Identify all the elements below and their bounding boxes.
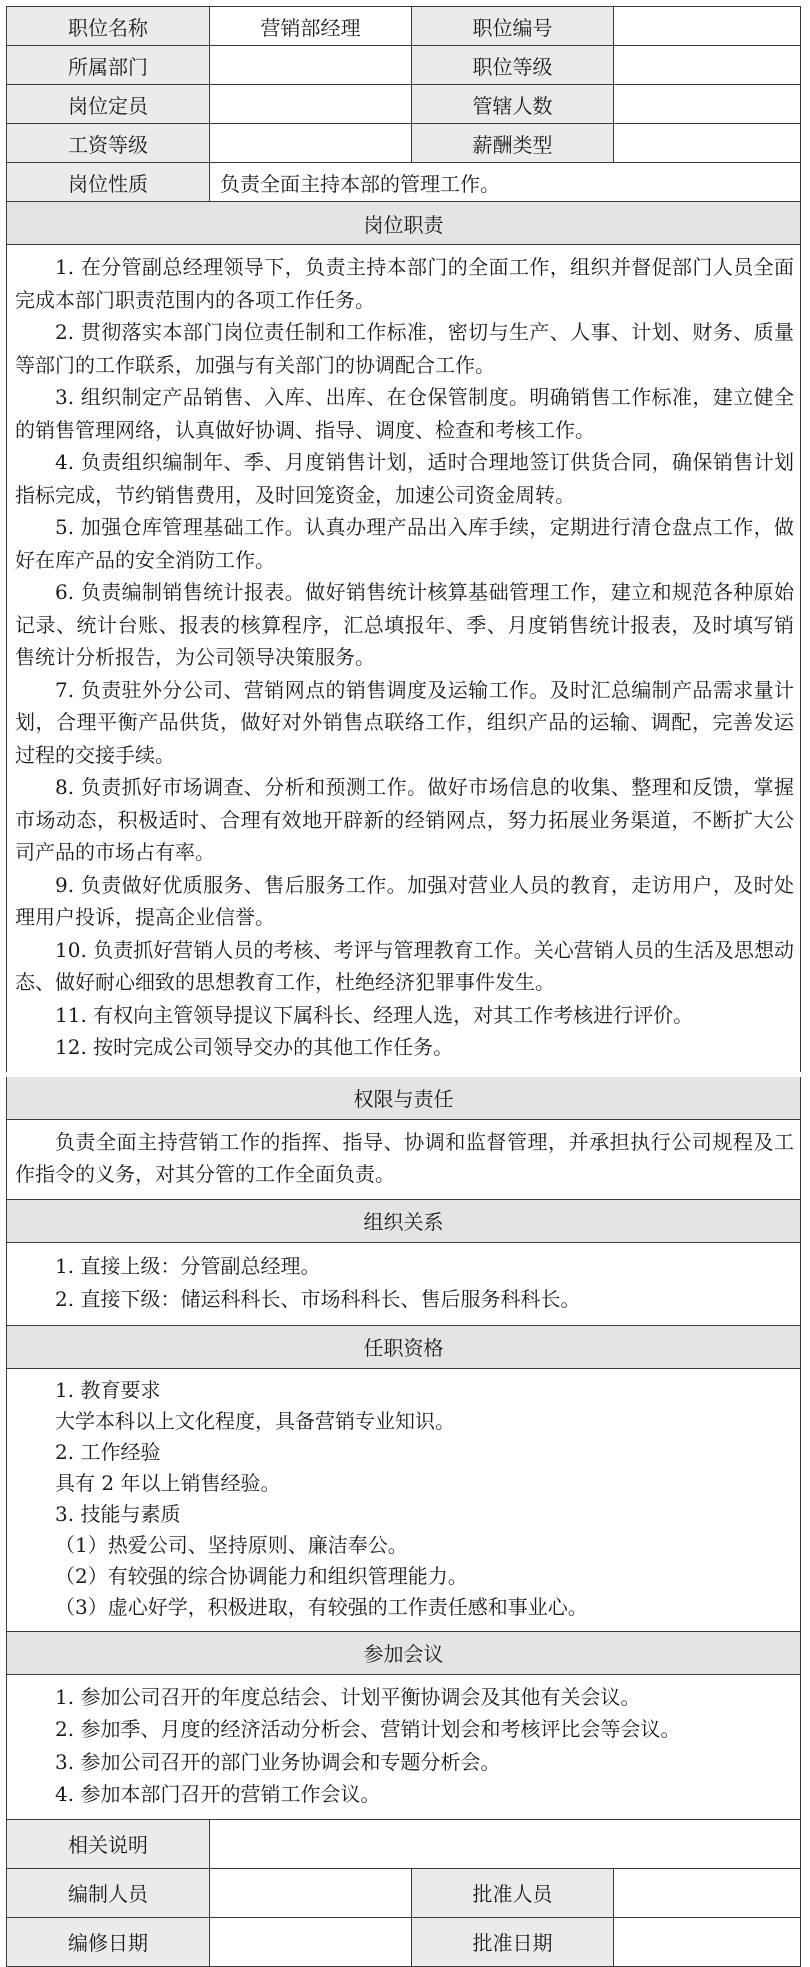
qualification-line: 大学本科以上文化程度，具备营销专业知识。: [55, 1408, 455, 1433]
section-authority-title: 权限与责任: [7, 1074, 801, 1119]
section-organization-title: 组织关系: [7, 1199, 801, 1242]
meeting-item: 3. 参加公司召开的部门业务协调会和专题分析会。: [55, 1749, 501, 1774]
prepared-by-value[interactable]: [210, 1868, 412, 1917]
section-duties-title: 岗位职责: [7, 202, 801, 245]
nature-label: 岗位性质: [7, 163, 210, 202]
field-label: 工资等级: [7, 124, 210, 163]
duty-item: 9. 负责做好优质服务、售后服务工作。加强对营业人员的教育，走访用户，及时处理用户投诉，提高企业信誉。: [15, 872, 794, 929]
field-value[interactable]: 营销部经理: [210, 7, 412, 46]
approver-value[interactable]: [614, 1868, 801, 1917]
field-value[interactable]: [210, 85, 412, 124]
meeting-item: 4. 参加本部门召开的营销工作会议。: [55, 1782, 381, 1806]
organization-item: 2. 直接下级：储运科科长、市场科科长、售后服务科科长。: [55, 1286, 581, 1311]
duty-item: 8. 负责抓好市场调查、分析和预测工作。做好市场信息的收集、整理和反馈，掌握市场动态，积极适时、合理有效地开辟新的经销网点，努力拓展业务渠道，不断扩大公司产品的市场占有率。: [15, 775, 794, 864]
field-value[interactable]: [210, 46, 412, 85]
field-label: 职位等级: [412, 46, 614, 85]
notes-label: 相关说明: [7, 1819, 210, 1868]
approved-date-value[interactable]: [614, 1917, 801, 1966]
qualification-line: （3）虚心好学，积极进取，有较强的工作责任感和事业心。: [55, 1594, 588, 1619]
field-value[interactable]: [614, 7, 801, 46]
field-label: 管辖人数: [412, 85, 614, 124]
organization-item: 1. 直接上级：分管副总经理。: [55, 1254, 321, 1278]
field-label: 职位编号: [412, 7, 614, 46]
duty-item: 10. 负责抓好营销人员的考核、考评与管理教育工作。关心营销人员的生活及思想动态、做好耐心细致的思想教育工作，杜绝经济犯罪事件发生。: [15, 937, 794, 994]
duty-item: 1. 在分管副总经理领导下，负责主持本部门的全面工作，组织并督促部门人员全面完成本部门职责范围内的各项工作任务。: [15, 255, 794, 312]
duty-item: 5. 加强仓库管理基础工作。认真办理产品出入库手续，定期进行清仓盘点工作，做好在库产品的安全消防工作。: [15, 515, 794, 572]
section-qualification-title: 任职资格: [7, 1325, 801, 1368]
qualification-line: （1）热爱公司、坚持原则、廉洁奉公。: [55, 1532, 408, 1557]
qualification-line: 1. 教育要求: [55, 1377, 161, 1402]
approved-date-label: 批准日期: [412, 1917, 614, 1966]
qualification-line: 2. 工作经验: [55, 1439, 161, 1464]
duty-item: 12. 按时完成公司领导交办的其他工作任务。: [55, 1035, 454, 1059]
qualification-line: （2）有较强的综合协调能力和组织管理能力。: [55, 1563, 468, 1588]
approver-label: 批准人员: [412, 1868, 614, 1917]
field-value[interactable]: [614, 85, 801, 124]
meeting-item: 1. 参加公司召开的年度总结会、计划平衡协调会及其他有关会议。: [55, 1684, 641, 1709]
qualification-line: 具有 2 年以上销售经验。: [55, 1470, 281, 1495]
authority-text: 负责全面主持营销工作的指挥、指导、协调和监督管理，并承担执行公司规程及工作指令的义务，对其分管的工作全面负责。: [15, 1129, 794, 1186]
duties-body: [7, 245, 801, 1075]
revised-date-label: 编修日期: [7, 1917, 210, 1966]
job-description-table: [6, 6, 801, 1967]
duty-item: 3. 组织制定产品销售、入库、出库、在仓保管制度。明确销售工作标准，建立健全的销售管理网络，认真做好协调、指导、调度、检查和考核工作。: [15, 385, 794, 442]
field-label: 薪酬类型: [412, 124, 614, 163]
field-label: 岗位定员: [7, 85, 210, 124]
meeting-item: 2. 参加季、月度的经济活动分析会、营销计划会和考核评比会等会议。: [55, 1717, 681, 1741]
field-value[interactable]: [210, 124, 412, 163]
field-label: 所属部门: [7, 46, 210, 85]
section-meetings-title: 参加会议: [7, 1631, 801, 1674]
notes-value[interactable]: [210, 1819, 801, 1868]
nature-value: 负责全面主持本部的管理工作。: [210, 163, 801, 202]
field-label: 职位名称: [7, 7, 210, 46]
field-value[interactable]: [614, 124, 801, 163]
duty-item: 7. 负责驻外分公司、营销网点的销售调度及运输工作。及时汇总编制产品需求量计划，合理平衡产品供货，做好对外销售点联络工作，组织产品的运输、调配，完善发运过程的交接手续。: [15, 677, 794, 767]
duty-item: 2. 贯彻落实本部门岗位责任制和工作标准，密切与生产、人事、计划、财务、质量等部门的工作联系，加强与有关部门的协调配合工作。: [15, 320, 794, 377]
field-value[interactable]: [614, 46, 801, 85]
duty-item: 11. 有权向主管领导提议下属科长、经理人选，对其工作考核进行评价。: [55, 1002, 694, 1027]
duty-item: 6. 负责编制销售统计报表。做好销售统计核算基础管理工作，建立和规范各种原始记录、统计台账、报表的核算程序，汇总填报年、季、月度销售统计报表，及时填写销售统计分析报告，为公司领导决策服务。: [15, 580, 794, 669]
revised-date-value[interactable]: [210, 1917, 412, 1966]
qualification-line: 3. 技能与素质: [55, 1501, 181, 1526]
prepared-by-label: 编制人员: [7, 1868, 210, 1917]
duty-item: 4. 负责组织编制年、季、月度销售计划，适时合理地签订供货合同，确保销售计划指标完成，节约销售费用，及时回笼资金，加速公司资金周转。: [15, 450, 794, 507]
